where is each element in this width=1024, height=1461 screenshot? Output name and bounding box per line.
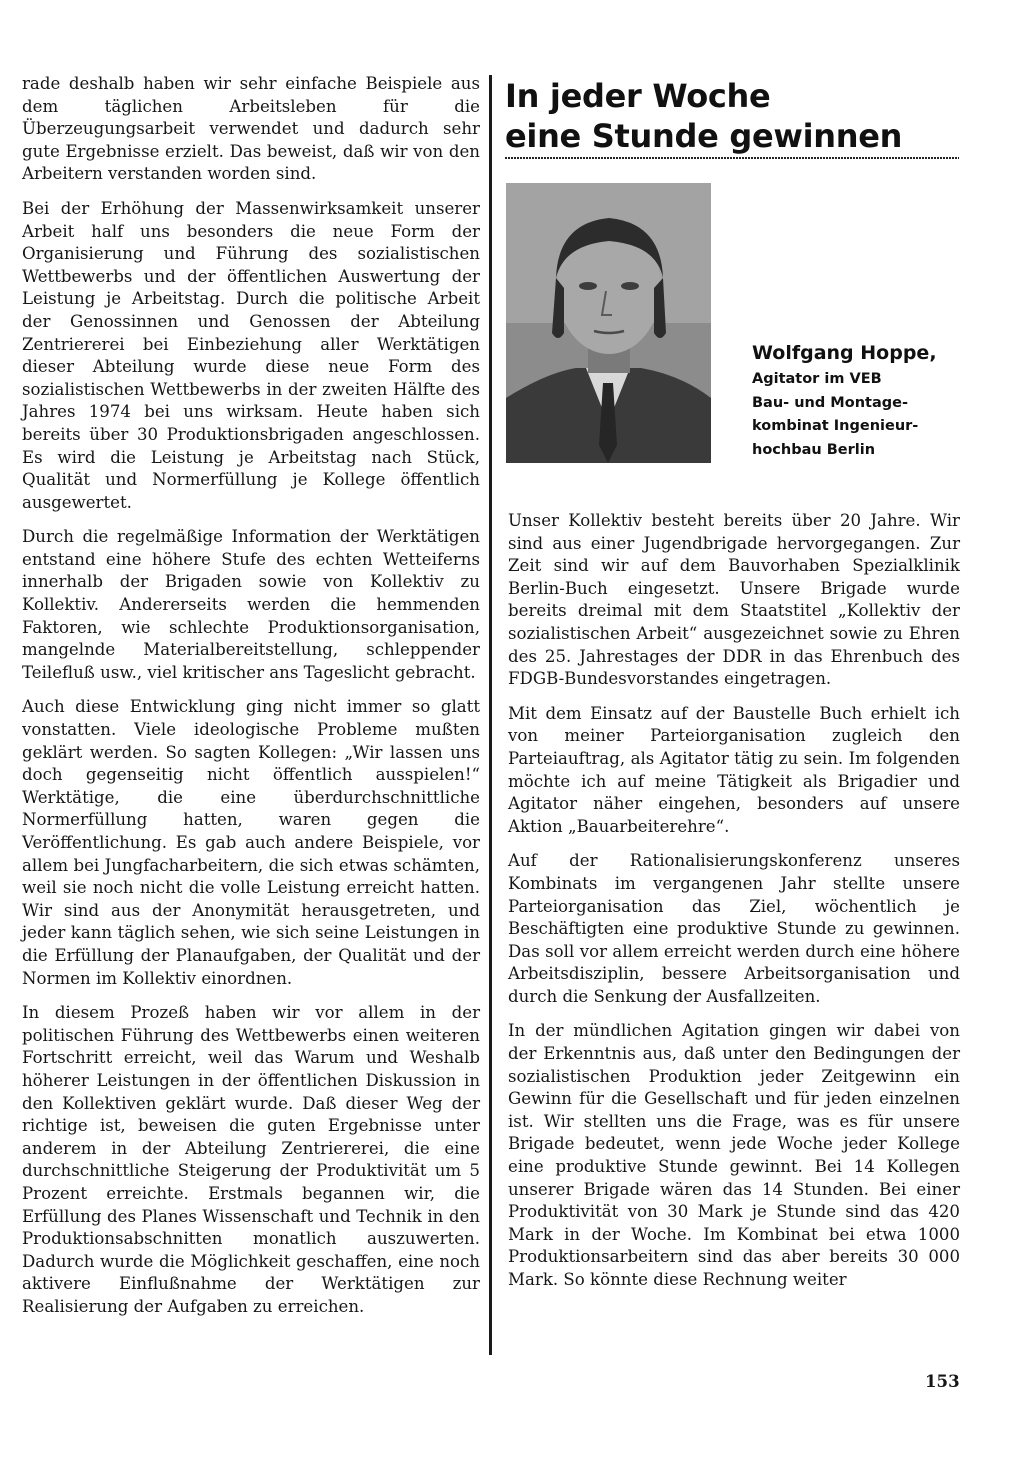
page-number: 153 (925, 1371, 960, 1391)
left-paragraph-2: Bei der Erhöhung der Massenwirksamkeit unserer Arbeit half uns besonders die neue Form der Organisierung und Führung des sozialistischen Wettbewerbs und der öffentlichen Auswertung der Leistung je Arbeitstag. Durch die politische Arbeit der Genossinnen und Genossen der Abteilung Zentriererei bei Einbeziehung aller Werktätigen dieser Abteilung wurde diese neue Form des sozialistischen Wettbewerbs in der zweiten Hälfte des Jahres 1974 bei uns wirksam. Heute haben sich bereits über 30 Produktionsbrigaden angeschlossen. Es wird die Leistung je Arbeitstag nach Stück, Qualität und Normerfüllung je Kollege öffentlich ausgewertet. (22, 198, 480, 512)
left-paragraph-3: Durch die regelmäßige Information der Werktätigen entstand eine höhere Stufe des echten Wetteiferns innerhalb der Brigaden sowie von Kollektiv zu Kollektiv. Andererseits werden die hemmenden Faktoren, wie schlechte Produktionsorganisation, mangelnde Materialbereitstellung, schleppender Teilefluß usw., viel kritischer ans Tageslicht gebracht. (22, 527, 480, 682)
column-divider (489, 75, 492, 1355)
headline-underline (505, 157, 959, 159)
article-body (508, 510, 960, 1304)
article-paragraph-1: Unser Kollektiv besteht bereits über 20 Jahre. Wir sind aus einer Jugendbrigade hervorgegangen. Zur Zeit sind wir auf dem Bauvorhaben Spezialklinik Berlin-Buch eingesetzt. Unsere Brigade wurde bereits dreimal mit dem Staatstitel „Kollektiv der sozialistischen Arbeit“ ausgezeichnet sowie zu Ehren des 25. Jahrestages der DDR in das Ehrenbuch des FDGB-Bundesvorstandes eingetragen. (508, 511, 960, 689)
portrait-illustration (506, 183, 711, 463)
left-paragraph-1: rade deshalb haben wir sehr einfache Beispiele aus dem täglichen Arbeitsleben für die Überzeugungsarbeit verwendet und dadurch sehr gute Ergebnisse erzielt. Das beweist, daß wir von den Arbeitern verstanden worden sind. (22, 74, 480, 184)
caption-role-line-2: Bau- und Montage- (752, 394, 908, 411)
photo-caption (752, 340, 972, 462)
headline-line-1: In jeder Woche (505, 77, 771, 115)
headline-line-2: eine Stunde gewinnen (505, 117, 903, 155)
article-headline (505, 76, 975, 156)
caption-name: Wolfgang Hoppe, (752, 342, 937, 364)
caption-role (752, 368, 972, 462)
left-paragraph-4: Auch diese Entwicklung ging nicht immer so glatt vonstatten. Viele ideologische Probleme mußten geklärt werden. So sagten Kollegen: „Wir lassen uns doch gegenseitig nicht öffentlich ausspielen!“ Werktätige, die eine überdurchschnittliche Normerfüllung hatten, waren gegen die Veröffentlichung. Es gab auch andere Beispiele, vor allem bei Jungfacharbeitern, die sich etwas schämten, weil sie noch nicht die volle Leistung erreicht hatten. Wir sind aus der Anonymität herausgetreten, und jeder kann täglich sehen, wie sich seine Leistungen in die Erfüllung der Planaufgaben, der Qualität und der Normen im Kollektiv einordnen. (22, 697, 480, 988)
left-column (22, 73, 480, 1330)
left-paragraph-5: In diesem Prozeß haben wir vor allem in der politischen Führung des Wettbewerbs einen weiteren Fortschritt erreicht, weil das Warum und Weshalb höherer Leistungen in der öffentlichen Diskussion in den Kollektiven geklärt wurde. Daß dieser Weg der richtige ist, beweisen die guten Ergebnisse unter anderem in der Abteilung Zentriererei, die eine durchschnittliche Steigerung der Produktivität um 5 Prozent erreichte. Erstmals begannen wir, die Erfüllung des Planes Wissenschaft und Technik in den Produktionsabschnitten monatlich auszuwerten. Dadurch wurde die Möglichkeit geschaffen, eine noch aktivere Einflußnahme der Werktätigen zur Realisierung der Aufgaben zu erreichen. (22, 1003, 480, 1316)
article-paragraph-2: Mit dem Einsatz auf der Baustelle Buch erhielt ich von meiner Parteiorganisation zugleich den Parteiauftrag, als Agitator tätig zu sein. Im folgenden möchte ich auf meine Tätigkeit als Brigadier und Agitator näher eingehen, besonders auf unsere Aktion „Bauarbeiterehre“. (508, 703, 960, 836)
caption-role-line-4: hochbau Berlin (752, 441, 876, 458)
article-paragraph-4: In der mündlichen Agitation gingen wir dabei von der Erkenntnis aus, daß unter den Bedingungen der sozialistischen Produktion jeder Zeitgewinn ein Gewinn für die Gesellschaft und für jeden einzelnen ist. Wir stellten uns die Frage, was es für unsere Brigade bedeutet, wenn jede Woche jeder Kollege eine produktive Stunde gewinnt. Bei 14 Kollegen unserer Brigade wären das 14 Stunden. Bei einer Produktivität von 30 Mark je Stunde sind das 420 Mark in der Woche. Im Kombinat bei etwa 1000 Produktionsarbeitern sind das aber bereits 30 000 Mark. So könnte diese Rechnung weiter (508, 1021, 960, 1289)
article-paragraph-3: Auf der Rationalisierungskonferenz unseres Kombinats im vergangenen Jahr stellte unsere Parteiorganisation das Ziel, wöchentlich je Beschäftigten eine produktive Stunde zu gewinnen. Das soll vor allem erreicht werden durch eine höhere Arbeitsdisziplin, bessere Arbeitsorganisation und durch die Senkung der Ausfallzeiten. (508, 851, 960, 1006)
portrait-photo (506, 183, 711, 463)
caption-role-line-1: Agitator im VEB (752, 371, 882, 387)
caption-role-line-3: kombinat Ingenieur- (752, 418, 919, 434)
